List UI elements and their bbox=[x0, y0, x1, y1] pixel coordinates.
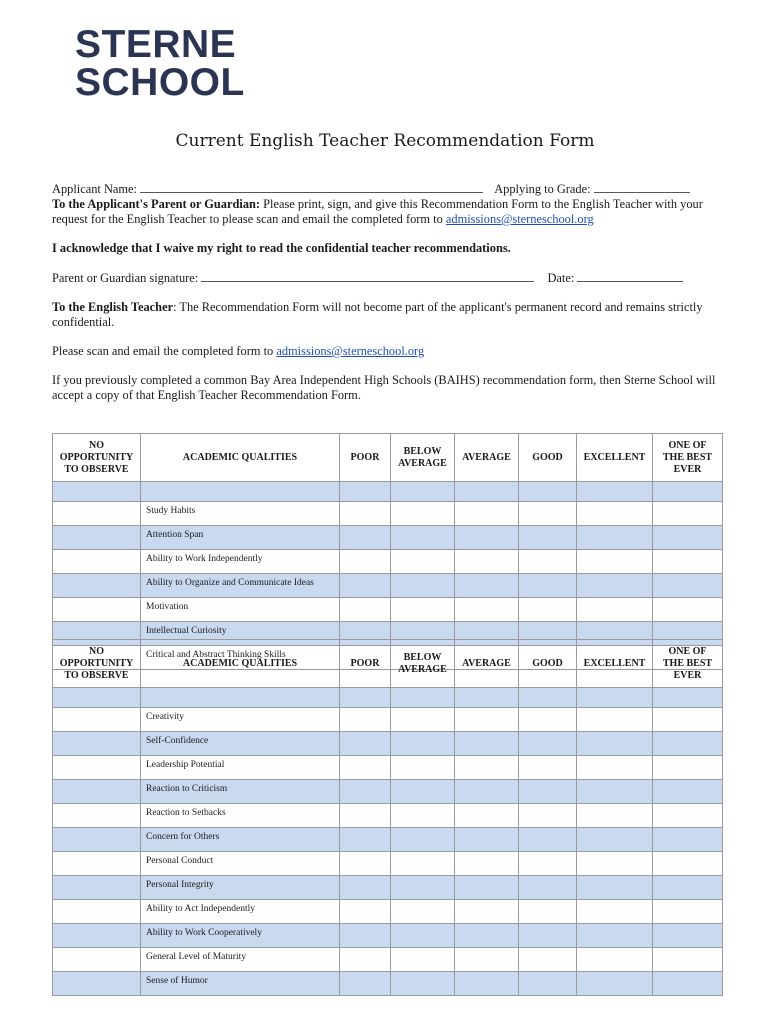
rating-cell-average[interactable] bbox=[455, 598, 519, 622]
rating-cell-one-of-the-best[interactable] bbox=[653, 876, 723, 900]
rating-cell-poor[interactable] bbox=[340, 780, 391, 804]
rating-cell-no-opportunity[interactable] bbox=[53, 852, 141, 876]
rating-cell-good[interactable] bbox=[519, 708, 577, 732]
applicant-name-field[interactable] bbox=[140, 181, 483, 193]
rating-cell-good[interactable] bbox=[519, 852, 577, 876]
header-one-of-the-best: ONE OF THE BEST EVER bbox=[653, 434, 723, 482]
rating-cell-poor[interactable] bbox=[340, 526, 391, 550]
header-average: AVERAGE bbox=[455, 640, 519, 688]
rating-cell-good[interactable] bbox=[519, 900, 577, 924]
quality-label: Reaction to Setbacks bbox=[141, 804, 340, 828]
quality-label: Personal Conduct bbox=[141, 852, 340, 876]
quality-label: Concern for Others bbox=[141, 828, 340, 852]
rating-cell-one-of-the-best[interactable] bbox=[653, 756, 723, 780]
rating-cell-below-average[interactable] bbox=[391, 550, 455, 574]
spacer-cell bbox=[653, 688, 723, 708]
quality-label: Sense of Humor bbox=[141, 972, 340, 996]
quality-label: Creativity bbox=[141, 708, 340, 732]
spacer-cell bbox=[519, 482, 577, 502]
rating-cell-poor[interactable] bbox=[340, 948, 391, 972]
rating-cell-one-of-the-best[interactable] bbox=[653, 526, 723, 550]
rating-cell-average[interactable] bbox=[455, 876, 519, 900]
table-row bbox=[53, 550, 723, 574]
quality-label: Intellectual Curiosity bbox=[141, 622, 340, 646]
signature-label: Parent or Guardian signature: bbox=[52, 271, 199, 285]
table-row bbox=[53, 502, 723, 526]
rating-cell-poor[interactable] bbox=[340, 502, 391, 526]
header-one-of-the-best: ONE OF THE BEST EVER bbox=[653, 640, 723, 688]
rating-cell-one-of-the-best[interactable] bbox=[653, 780, 723, 804]
spacer-cell bbox=[577, 482, 653, 502]
rating-cell-average[interactable] bbox=[455, 732, 519, 756]
rating-cell-one-of-the-best[interactable] bbox=[653, 900, 723, 924]
table-row bbox=[53, 876, 723, 900]
table-header-row bbox=[53, 640, 723, 688]
table-row bbox=[53, 900, 723, 924]
table-row bbox=[53, 526, 723, 550]
header-good: GOOD bbox=[519, 434, 577, 482]
quality-label: Ability to Work Independently bbox=[141, 550, 340, 574]
spacer-cell bbox=[340, 482, 391, 502]
spacer-cell bbox=[391, 482, 455, 502]
logo-line-2: SCHOOL bbox=[75, 61, 245, 104]
spacer-cell bbox=[455, 688, 519, 708]
rating-cell-good[interactable] bbox=[519, 598, 577, 622]
signature-line bbox=[52, 270, 724, 286]
header-excellent: EXCELLENT bbox=[577, 640, 653, 688]
baihs-note: If you previously completed a common Bay Area Independent High Schools (BAIHS) recommendation form, then Sterne School will accept a copy of that English Teacher Recommendation Form. bbox=[52, 373, 716, 402]
rating-cell-average[interactable] bbox=[455, 900, 519, 924]
rating-cell-good[interactable] bbox=[519, 948, 577, 972]
rating-cell-one-of-the-best[interactable] bbox=[653, 972, 723, 996]
rating-cell-excellent[interactable] bbox=[577, 502, 653, 526]
rating-cell-poor[interactable] bbox=[340, 804, 391, 828]
table-2-body bbox=[53, 688, 723, 996]
rating-cell-excellent[interactable] bbox=[577, 828, 653, 852]
table-row bbox=[53, 574, 723, 598]
rating-cell-one-of-the-best[interactable] bbox=[653, 804, 723, 828]
parent-instructions-text: Please print, sign, and give this Recommendation Form to the English Teacher with your request for the English Teacher to please scan and email the completed form to bbox=[52, 197, 703, 226]
rating-cell-average[interactable] bbox=[455, 502, 519, 526]
spacer-cell bbox=[577, 688, 653, 708]
email-link-2[interactable]: admissions@sterneschool.org bbox=[276, 344, 425, 358]
rating-cell-poor[interactable] bbox=[340, 756, 391, 780]
rating-cell-no-opportunity[interactable] bbox=[53, 708, 141, 732]
table-row bbox=[53, 972, 723, 996]
rating-cell-average[interactable] bbox=[455, 804, 519, 828]
rating-cell-average[interactable] bbox=[455, 708, 519, 732]
logo-line-1: STERNE bbox=[75, 23, 237, 66]
rating-cell-good[interactable] bbox=[519, 756, 577, 780]
table-spacer-row bbox=[53, 482, 723, 502]
table-row bbox=[53, 852, 723, 876]
rating-cell-average[interactable] bbox=[455, 780, 519, 804]
header-poor: POOR bbox=[340, 640, 391, 688]
rating-cell-below-average[interactable] bbox=[391, 948, 455, 972]
rating-cell-poor[interactable] bbox=[340, 876, 391, 900]
rating-cell-no-opportunity[interactable] bbox=[53, 780, 141, 804]
rating-cell-below-average[interactable] bbox=[391, 502, 455, 526]
form-intro bbox=[52, 181, 724, 403]
rating-cell-average[interactable] bbox=[455, 574, 519, 598]
rating-cell-excellent[interactable] bbox=[577, 948, 653, 972]
waiver-text: I acknowledge that I waive my right to read the confidential teacher recommendations. bbox=[52, 241, 511, 255]
spacer-cell bbox=[53, 688, 141, 708]
rating-cell-excellent[interactable] bbox=[577, 852, 653, 876]
rating-cell-average[interactable] bbox=[455, 924, 519, 948]
quality-label: Ability to Act Independently bbox=[141, 900, 340, 924]
table-row bbox=[53, 924, 723, 948]
applicant-line bbox=[52, 181, 724, 197]
rating-cell-below-average[interactable] bbox=[391, 732, 455, 756]
rating-cell-poor[interactable] bbox=[340, 972, 391, 996]
spacer-cell bbox=[340, 688, 391, 708]
rating-cell-below-average[interactable] bbox=[391, 828, 455, 852]
table-row bbox=[53, 828, 723, 852]
rating-cell-poor[interactable] bbox=[340, 924, 391, 948]
rating-cell-below-average[interactable] bbox=[391, 924, 455, 948]
rating-cell-excellent[interactable] bbox=[577, 804, 653, 828]
quality-label: Leadership Potential bbox=[141, 756, 340, 780]
spacer-cell bbox=[391, 688, 455, 708]
rating-cell-one-of-the-best[interactable] bbox=[653, 732, 723, 756]
rating-cell-below-average[interactable] bbox=[391, 876, 455, 900]
spacer-cell bbox=[53, 482, 141, 502]
page-title: Current English Teacher Recommendation Form bbox=[175, 131, 595, 151]
header-below-average: BELOW AVERAGE bbox=[391, 640, 455, 688]
rating-cell-one-of-the-best[interactable] bbox=[653, 852, 723, 876]
rating-cell-one-of-the-best[interactable] bbox=[653, 948, 723, 972]
signature-field[interactable] bbox=[201, 270, 534, 282]
table-row bbox=[53, 804, 723, 828]
rating-cell-good[interactable] bbox=[519, 972, 577, 996]
rating-cell-no-opportunity[interactable] bbox=[53, 756, 141, 780]
header-academic-qualities: ACADEMIC QUALITIES bbox=[141, 640, 340, 688]
table-row bbox=[53, 708, 723, 732]
quality-label: Study Habits bbox=[141, 502, 340, 526]
rating-cell-below-average[interactable] bbox=[391, 598, 455, 622]
teacher-text: : The Recommendation Form will not become part of the applicant's permanent record and remains strictly confidential. bbox=[52, 300, 703, 329]
rating-cell-average[interactable] bbox=[455, 948, 519, 972]
quality-label: Motivation bbox=[141, 598, 340, 622]
table-row bbox=[53, 756, 723, 780]
rating-cell-average[interactable] bbox=[455, 828, 519, 852]
rating-cell-excellent[interactable] bbox=[577, 780, 653, 804]
header-below-average: BELOW AVERAGE bbox=[391, 434, 455, 482]
date-label: Date: bbox=[547, 271, 575, 285]
quality-label: Critical and Abstract Thinking Skills bbox=[141, 646, 340, 670]
rating-cell-poor[interactable] bbox=[340, 598, 391, 622]
scan-instructions bbox=[52, 344, 724, 359]
header-excellent: EXCELLENT bbox=[577, 434, 653, 482]
qualities-table-2 bbox=[52, 639, 723, 996]
header-no-opportunity: NO OPPORTUNITY TO OBSERVE bbox=[53, 434, 141, 482]
scan-text: Please scan and email the completed form to bbox=[52, 344, 277, 358]
rating-cell-no-opportunity[interactable] bbox=[53, 924, 141, 948]
rating-cell-good[interactable] bbox=[519, 526, 577, 550]
rating-cell-good[interactable] bbox=[519, 780, 577, 804]
rating-cell-no-opportunity[interactable] bbox=[53, 598, 141, 622]
rating-cell-excellent[interactable] bbox=[577, 526, 653, 550]
rating-cell-no-opportunity[interactable] bbox=[53, 900, 141, 924]
quality-label: Reaction to Criticism bbox=[141, 780, 340, 804]
rating-cell-good[interactable] bbox=[519, 804, 577, 828]
rating-cell-below-average[interactable] bbox=[391, 708, 455, 732]
rating-cell-good[interactable] bbox=[519, 550, 577, 574]
rating-cell-excellent[interactable] bbox=[577, 876, 653, 900]
header-no-opportunity: NO OPPORTUNITY TO OBSERVE bbox=[53, 640, 141, 688]
rating-cell-no-opportunity[interactable] bbox=[53, 972, 141, 996]
rating-cell-one-of-the-best[interactable] bbox=[653, 708, 723, 732]
table-spacer-row bbox=[53, 688, 723, 708]
header-average: AVERAGE bbox=[455, 434, 519, 482]
rating-cell-no-opportunity[interactable] bbox=[53, 732, 141, 756]
rating-cell-good[interactable] bbox=[519, 502, 577, 526]
spacer-cell bbox=[141, 482, 340, 502]
rating-cell-below-average[interactable] bbox=[391, 526, 455, 550]
rating-cell-excellent[interactable] bbox=[577, 732, 653, 756]
rating-cell-excellent[interactable] bbox=[577, 550, 653, 574]
table-row bbox=[53, 732, 723, 756]
grade-field[interactable] bbox=[594, 181, 690, 193]
spacer-cell bbox=[141, 688, 340, 708]
rating-cell-below-average[interactable] bbox=[391, 574, 455, 598]
spacer-cell bbox=[455, 482, 519, 502]
rating-cell-below-average[interactable] bbox=[391, 852, 455, 876]
rating-cell-average[interactable] bbox=[455, 756, 519, 780]
rating-cell-poor[interactable] bbox=[340, 732, 391, 756]
school-logo bbox=[75, 23, 245, 104]
rating-cell-no-opportunity[interactable] bbox=[53, 550, 141, 574]
rating-cell-good[interactable] bbox=[519, 574, 577, 598]
header-poor: POOR bbox=[340, 434, 391, 482]
rating-cell-excellent[interactable] bbox=[577, 924, 653, 948]
quality-label: Ability to Work Cooperatively bbox=[141, 924, 340, 948]
rating-cell-no-opportunity[interactable] bbox=[53, 948, 141, 972]
teacher-instructions bbox=[52, 300, 724, 330]
rating-cell-no-opportunity[interactable] bbox=[53, 804, 141, 828]
rating-cell-poor[interactable] bbox=[340, 828, 391, 852]
rating-cell-below-average[interactable] bbox=[391, 972, 455, 996]
rating-cell-good[interactable] bbox=[519, 924, 577, 948]
qualities-table-1 bbox=[52, 433, 723, 670]
table-row bbox=[53, 780, 723, 804]
quality-label: Self-Confidence bbox=[141, 732, 340, 756]
rating-cell-one-of-the-best[interactable] bbox=[653, 550, 723, 574]
rating-cell-excellent[interactable] bbox=[577, 756, 653, 780]
rating-cell-excellent[interactable] bbox=[577, 708, 653, 732]
rating-cell-good[interactable] bbox=[519, 828, 577, 852]
rating-cell-no-opportunity[interactable] bbox=[53, 828, 141, 852]
rating-cell-one-of-the-best[interactable] bbox=[653, 574, 723, 598]
rating-cell-below-average[interactable] bbox=[391, 756, 455, 780]
rating-cell-below-average[interactable] bbox=[391, 900, 455, 924]
rating-cell-excellent[interactable] bbox=[577, 574, 653, 598]
rating-cell-below-average[interactable] bbox=[391, 780, 455, 804]
rating-cell-good[interactable] bbox=[519, 876, 577, 900]
header-good: GOOD bbox=[519, 640, 577, 688]
rating-cell-excellent[interactable] bbox=[577, 598, 653, 622]
rating-cell-no-opportunity[interactable] bbox=[53, 502, 141, 526]
spacer-cell bbox=[519, 688, 577, 708]
header-academic-qualities: ACADEMIC QUALITIES bbox=[141, 434, 340, 482]
rating-cell-average[interactable] bbox=[455, 852, 519, 876]
rating-cell-poor[interactable] bbox=[340, 852, 391, 876]
quality-label: Ability to Organize and Communicate Ideas bbox=[141, 574, 340, 598]
waiver-statement bbox=[52, 241, 724, 256]
rating-cell-average[interactable] bbox=[455, 526, 519, 550]
table-row bbox=[53, 948, 723, 972]
rating-cell-one-of-the-best[interactable] bbox=[653, 502, 723, 526]
rating-cell-poor[interactable] bbox=[340, 708, 391, 732]
rating-cell-no-opportunity[interactable] bbox=[53, 876, 141, 900]
teacher-heading: To the English Teacher bbox=[52, 300, 174, 314]
rating-cell-one-of-the-best[interactable] bbox=[653, 924, 723, 948]
parent-instructions-heading: To the Applicant's Parent or Guardian: bbox=[52, 197, 261, 211]
rating-cell-poor[interactable] bbox=[340, 550, 391, 574]
applicant-name-label: Applicant Name: bbox=[52, 182, 137, 196]
rating-cell-one-of-the-best[interactable] bbox=[653, 828, 723, 852]
rating-cell-poor[interactable] bbox=[340, 900, 391, 924]
table-row bbox=[53, 598, 723, 622]
rating-cell-no-opportunity[interactable] bbox=[53, 526, 141, 550]
rating-cell-poor[interactable] bbox=[340, 574, 391, 598]
spacer-cell bbox=[653, 482, 723, 502]
grade-label: Applying to Grade: bbox=[494, 182, 591, 196]
parent-instructions bbox=[52, 197, 724, 227]
quality-label: General Level of Maturity bbox=[141, 948, 340, 972]
rating-cell-excellent[interactable] bbox=[577, 900, 653, 924]
rating-cell-average[interactable] bbox=[455, 972, 519, 996]
table-header-row bbox=[53, 434, 723, 482]
rating-cell-no-opportunity[interactable] bbox=[53, 574, 141, 598]
quality-label: Personal Integrity bbox=[141, 876, 340, 900]
rating-cell-one-of-the-best[interactable] bbox=[653, 598, 723, 622]
rating-cell-below-average[interactable] bbox=[391, 804, 455, 828]
quality-label: Attention Span bbox=[141, 526, 340, 550]
rating-cell-good[interactable] bbox=[519, 732, 577, 756]
rating-cell-excellent[interactable] bbox=[577, 972, 653, 996]
email-link-1[interactable]: admissions@sterneschool.org bbox=[445, 212, 594, 226]
rating-cell-average[interactable] bbox=[455, 550, 519, 574]
date-field[interactable] bbox=[577, 270, 683, 282]
